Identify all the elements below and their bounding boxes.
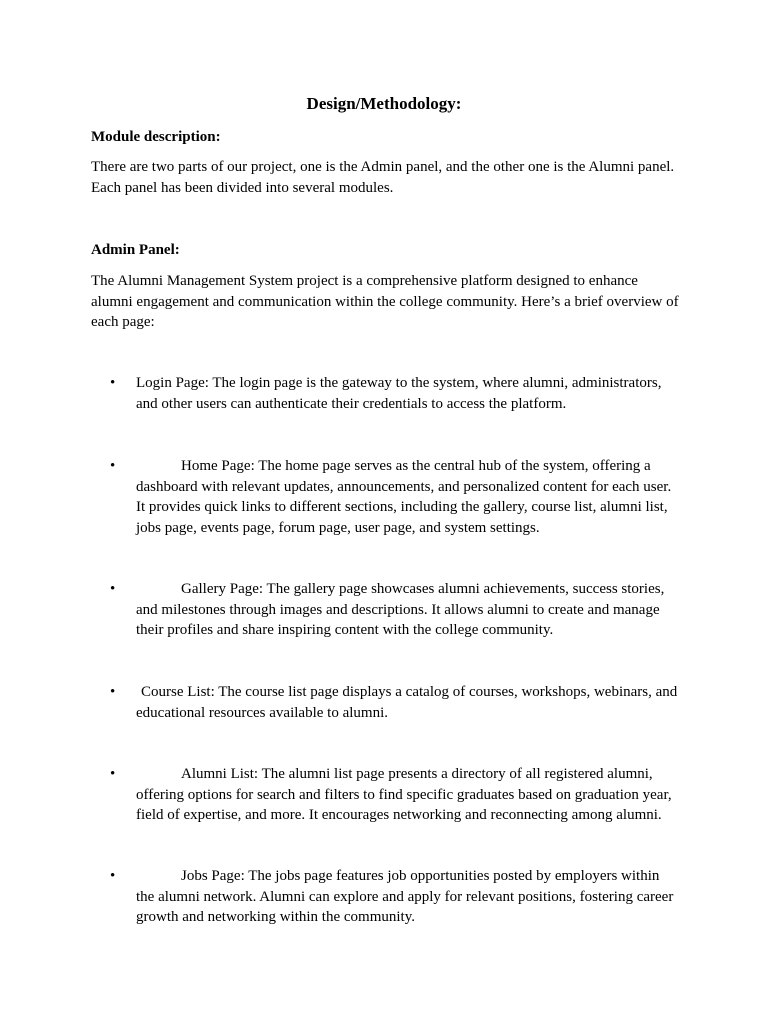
list-item-text: Home Page: The home page serves as the central hub of the system, offering a dashboard with relevant updates, announcements, and personalized content for each user. It provides quick links to different sections, including the gallery, course list, alumni list, jobs page, events page, forum page, user page, and system settings. — [136, 458, 672, 536]
list-item-paragraph — [136, 579, 681, 641]
admin-panel-paragraph: The Alumni Management System project is a comprehensive platform designed to enhance alumni engagement and communication within the college community. Here’s a brief overview of each page: — [91, 273, 679, 330]
list-item-text: Course List: The course list page displays a catalog of courses, workshops, webinars, and educational resources available to alumni. — [136, 684, 678, 721]
list-item-text: Alumni List: The alumni list page presents a directory of all registered alumni, offering options for search and filters to find specific graduates based on graduation year, field of expertise, and more. It encourages networking and reconnecting among alumni. — [136, 766, 672, 823]
bullet-icon: • — [110, 684, 116, 700]
list-item-text: Gallery Page: The gallery page showcases alumni achievements, success stories, and milestones through images and descriptions. It allows alumni to create and manage their profiles and share inspiring content with the college community. — [136, 581, 665, 638]
module-description-paragraph: There are two parts of our project, one is the Admin panel, and the other one is the Alumni panel. Each panel has been divided into several modules. — [91, 159, 675, 196]
bullet-icon: • — [110, 458, 116, 474]
bullet-icon: • — [110, 375, 116, 391]
list-item-text: Jobs Page: The jobs page features job opportunities posted by employers within the alumni network. Alumni can explore and apply for relevant positions, fostering career growth and networking within the community. — [136, 868, 674, 925]
list-item-paragraph — [136, 682, 681, 723]
bullet-icon: • — [110, 766, 116, 782]
list-item-text: Login Page: The login page is the gateway to the system, where alumni, administrators, and other users can authenticate their credentials to access the platform. — [136, 375, 662, 412]
list-item-paragraph — [136, 866, 681, 928]
list-item-paragraph — [136, 456, 681, 538]
page-title: Design/Methodology: — [306, 94, 462, 113]
list-item-paragraph — [136, 764, 681, 826]
bullet-icon: • — [110, 581, 116, 597]
bullet-icon: • — [110, 868, 116, 884]
admin-panel-heading: Admin Panel: — [91, 242, 180, 258]
module-description-heading: Module description: — [91, 129, 221, 145]
